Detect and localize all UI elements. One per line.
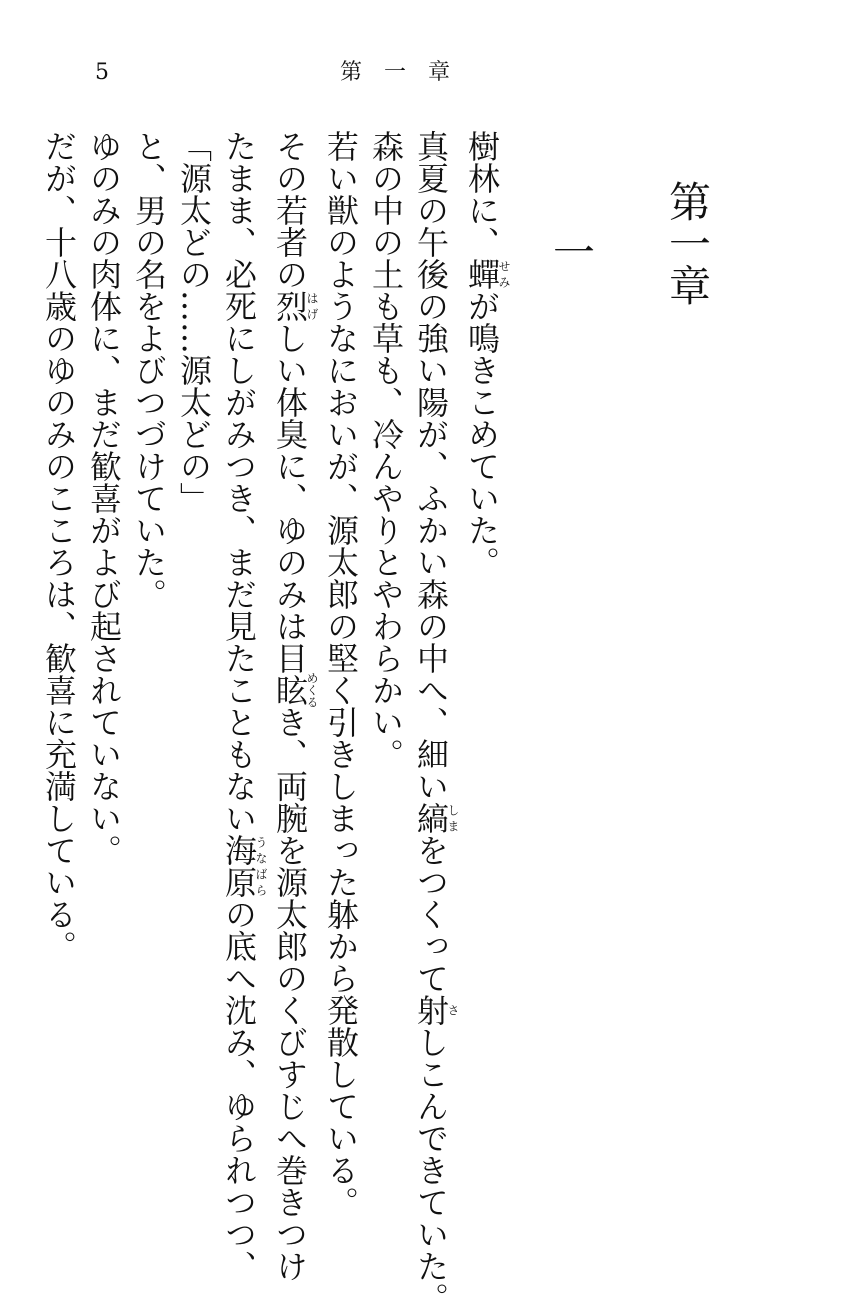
page-number: 5 <box>95 60 109 85</box>
text-line-9: ゆのみの肉体に、まだ歓喜がよび起されていない。 <box>85 130 123 866</box>
ruby-mekuru: 眩めくる <box>271 672 319 708</box>
running-head: 第 一 章 <box>340 60 451 85</box>
ruby-sa: 射さ <box>412 994 460 1026</box>
text-line-3: 森の中の土も草も、冷んやりとやわらかい。 <box>367 130 405 770</box>
text-line-4: 若い獣のようなにおいが、源太郎の堅く引きしまった躰から発散している。 <box>322 130 360 1218</box>
ruby-hage: 烈はげ <box>271 290 319 322</box>
text-line-6: たまま、必死にしがみつき、まだ見たこともない海原うなばらの底へ沈み、ゆられつつ、 <box>220 130 268 1282</box>
text-line-7: 「源太どの……源太どの」 <box>175 130 213 514</box>
text-line-10: だが、十八歳のゆのみのこころは、歓喜に充満している。 <box>40 130 78 962</box>
text-line-2: 真夏の午後の強い陽が、ふかい森の中へ、細い縞しまをつくって射さしこんできていた。 <box>412 130 460 1314</box>
ruby-semi: 蟬せみ <box>463 258 511 290</box>
chapter-title: 第一章 <box>663 180 712 306</box>
text-line-5: その若者の烈はげしい体臭に、ゆのみは目眩めくるき、両腕を源太郎のくびすじへ巻きつけ <box>271 130 319 1282</box>
body-text <box>40 130 511 1314</box>
text-line-1: 樹林に、蟬せみが鳴きこめていた。 <box>463 130 511 578</box>
ruby-shima: 縞しま <box>412 802 460 834</box>
section-number: 一 <box>547 230 596 272</box>
ruby-unabara: 海原うなばら <box>220 834 268 898</box>
text-line-8: と、男の名をよびつづけていた。 <box>130 130 168 610</box>
